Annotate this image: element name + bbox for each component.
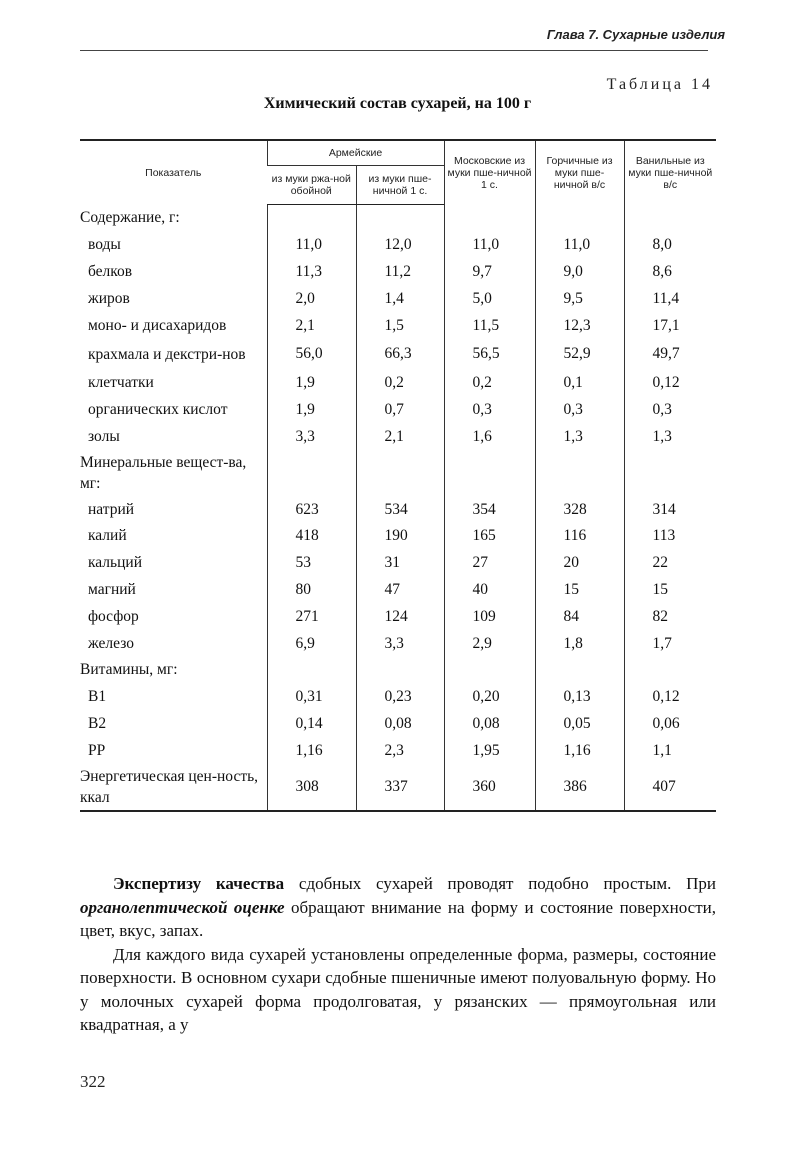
row-label: воды (88, 236, 121, 254)
table-row (80, 285, 716, 312)
cell-value: 1,16 (535, 737, 624, 764)
cell-value (356, 450, 444, 496)
cell-value (624, 657, 716, 684)
cell-value (624, 450, 716, 496)
cell-value: 12,3 (535, 312, 624, 339)
table-row (80, 339, 716, 370)
table-row (80, 259, 716, 286)
table-row (80, 423, 716, 450)
cell-value: 47 (356, 577, 444, 604)
table-row (80, 684, 716, 711)
table-row (80, 496, 716, 523)
row-label: железо (88, 634, 134, 652)
table-row (80, 205, 716, 232)
cell-value: 534 (356, 496, 444, 523)
cell-value: 11,0 (535, 232, 624, 259)
cell-value (267, 450, 356, 496)
cell-value: 2,3 (356, 737, 444, 764)
row-label: фосфор (88, 607, 139, 625)
paragraph-forms: Для каждого вида сухарей установлены определенные форма, размеры, состояние поверхности. В основном сухари сдобные пшеничные имеют полуовальную форму. Но у молочных сухарей форма продолговатая, у рязанских — прямоугольная или квадратная, а у (80, 944, 716, 1034)
table-row (80, 737, 716, 764)
cell-value: 1,3 (624, 423, 716, 450)
cell-value: 1,95 (444, 737, 535, 764)
cell-value: 407 (624, 764, 716, 811)
cell-value: 15 (624, 577, 716, 604)
cell-value: 314 (624, 496, 716, 523)
cell-value: 0,13 (535, 684, 624, 711)
cell-value: 124 (356, 603, 444, 630)
row-label: калий (88, 527, 127, 545)
cell-value (535, 450, 624, 496)
cell-value: 308 (267, 764, 356, 811)
cell-value: 2,1 (267, 312, 356, 339)
cell-value: 11,5 (444, 312, 535, 339)
chemical-composition-table (80, 139, 716, 812)
cell-value: 11,4 (624, 285, 716, 312)
table-row (80, 450, 716, 496)
cell-value: 3,3 (267, 423, 356, 450)
header-rule (80, 50, 708, 51)
row-label: белков (88, 262, 133, 280)
row-label: Содержание, г: (80, 209, 180, 227)
table-row (80, 711, 716, 738)
cell-value (356, 205, 444, 232)
cell-value: 271 (267, 603, 356, 630)
cell-value: 22 (624, 550, 716, 577)
cell-value: 1,8 (535, 630, 624, 657)
cell-value: 66,3 (356, 339, 444, 370)
table-row (80, 312, 716, 339)
row-label: золы (88, 427, 120, 445)
cell-value: 52,9 (535, 339, 624, 370)
cell-value: 2,9 (444, 630, 535, 657)
term-quality-expertise: Экспертизу качества (113, 874, 285, 893)
header-armenian: Армейские (267, 140, 444, 166)
cell-value (356, 657, 444, 684)
cell-value (267, 205, 356, 232)
cell-value (444, 657, 535, 684)
row-label: PP (88, 741, 106, 759)
cell-value: 190 (356, 523, 444, 550)
header-armenian-wheat: из муки пше-ничной 1 с. (356, 166, 444, 205)
table-row (80, 630, 716, 657)
cell-value: 9,5 (535, 285, 624, 312)
table-row (80, 523, 716, 550)
table-row (80, 764, 716, 811)
cell-value: 1,4 (356, 285, 444, 312)
term-organoleptic: органолептической оценке (80, 897, 285, 917)
row-label: Витамины, мг: (80, 661, 178, 679)
table-row (80, 370, 716, 397)
cell-value (444, 450, 535, 496)
cell-value: 20 (535, 550, 624, 577)
cell-value: 0,31 (267, 684, 356, 711)
cell-value: 12,0 (356, 232, 444, 259)
body-text (80, 872, 716, 1037)
cell-value: 84 (535, 603, 624, 630)
header-moscow: Московские из муки пше-ничной 1 с. (444, 140, 535, 205)
cell-value: 0,2 (444, 370, 535, 397)
cell-value: 9,7 (444, 259, 535, 286)
cell-value: 360 (444, 764, 535, 811)
cell-value (267, 657, 356, 684)
cell-value: 0,7 (356, 397, 444, 424)
table-row (80, 657, 716, 684)
cell-value: 11,0 (444, 232, 535, 259)
cell-value: 113 (624, 523, 716, 550)
cell-value (535, 657, 624, 684)
cell-value: 418 (267, 523, 356, 550)
cell-value: 2,0 (267, 285, 356, 312)
cell-value: 1,3 (535, 423, 624, 450)
running-head: Глава 7. Сухарные изделия (546, 27, 725, 42)
cell-value: 1,5 (356, 312, 444, 339)
cell-value: 0,14 (267, 711, 356, 738)
table-row (80, 550, 716, 577)
cell-value: 6,9 (267, 630, 356, 657)
row-label: натрий (88, 500, 135, 518)
cell-value: 0,3 (535, 397, 624, 424)
cell-value: 337 (356, 764, 444, 811)
cell-value: 165 (444, 523, 535, 550)
table-row (80, 232, 716, 259)
cell-value: 17,1 (624, 312, 716, 339)
cell-value: 31 (356, 550, 444, 577)
cell-value: 53 (267, 550, 356, 577)
cell-value: 49,7 (624, 339, 716, 370)
cell-value: 354 (444, 496, 535, 523)
cell-value: 40 (444, 577, 535, 604)
cell-value: 386 (535, 764, 624, 811)
row-label: органических кислот (88, 400, 228, 418)
cell-value: 328 (535, 496, 624, 523)
row-label: крахмала и декстри-нов (88, 345, 246, 363)
cell-value: 0,20 (444, 684, 535, 711)
cell-value (444, 205, 535, 232)
cell-value: 80 (267, 577, 356, 604)
cell-value (535, 205, 624, 232)
table-body (80, 205, 716, 812)
cell-value: 0,12 (624, 684, 716, 711)
table-row (80, 603, 716, 630)
cell-value: 0,1 (535, 370, 624, 397)
cell-value: 56,0 (267, 339, 356, 370)
table-title: Химический состав сухарей, на 100 г (263, 95, 532, 112)
cell-value: 56,5 (444, 339, 535, 370)
cell-value: 0,3 (444, 397, 535, 424)
cell-value (624, 205, 716, 232)
header-indicator: Показатель (80, 140, 267, 205)
cell-value: 3,3 (356, 630, 444, 657)
table-row (80, 397, 716, 424)
cell-value: 27 (444, 550, 535, 577)
row-label: B1 (88, 688, 107, 706)
cell-value: 1,9 (267, 370, 356, 397)
cell-value: 5,0 (444, 285, 535, 312)
cell-value: 623 (267, 496, 356, 523)
cell-value: 2,1 (356, 423, 444, 450)
cell-value: 1,7 (624, 630, 716, 657)
cell-value: 0,3 (624, 397, 716, 424)
cell-value: 15 (535, 577, 624, 604)
cell-value: 116 (535, 523, 624, 550)
paragraph-1-text-b: обращают внимание на форму и состояние поверхности, цвет, вкус, запах. (80, 897, 716, 940)
cell-value: 1,6 (444, 423, 535, 450)
cell-value: 8,6 (624, 259, 716, 286)
cell-value: 109 (444, 603, 535, 630)
table-label: Таблица 14 (606, 76, 713, 93)
cell-value: 1,9 (267, 397, 356, 424)
row-label: Энергетическая цен-ность, ккал (80, 764, 267, 811)
cell-value: 0,08 (444, 711, 535, 738)
row-label: Минеральные вещест-ва, мг: (80, 454, 247, 493)
cell-value: 0,06 (624, 711, 716, 738)
page-number: 322 (80, 1072, 106, 1091)
cell-value: 8,0 (624, 232, 716, 259)
header-armenian-rye: из муки ржа-ной обойной (267, 166, 356, 205)
row-label: моно- и дисахаридов (88, 316, 227, 334)
cell-value: 0,08 (356, 711, 444, 738)
cell-value: 0,2 (356, 370, 444, 397)
cell-value: 82 (624, 603, 716, 630)
cell-value: 1,16 (267, 737, 356, 764)
cell-value: 9,0 (535, 259, 624, 286)
cell-value: 11,2 (356, 259, 444, 286)
cell-value: 0,05 (535, 711, 624, 738)
paragraph-quality-expertise (80, 872, 716, 943)
header-mustard: Горчичные из муки пше-ничной в/с (535, 140, 624, 205)
cell-value: 11,3 (267, 259, 356, 286)
cell-value: 0,23 (356, 684, 444, 711)
row-label: кальций (88, 554, 143, 572)
cell-value: 11,0 (267, 232, 356, 259)
paragraph-1-text-a: сдобных сухарей проводят подобно простым. При (284, 874, 716, 893)
row-label: клетчатки (88, 374, 154, 392)
row-label: B2 (88, 714, 107, 732)
header-vanilla: Ванильные из муки пше-ничной в/с (624, 140, 716, 205)
cell-value: 0,12 (624, 370, 716, 397)
row-label: жиров (88, 289, 130, 307)
row-label: магний (88, 580, 136, 598)
cell-value: 1,1 (624, 737, 716, 764)
table-row (80, 577, 716, 604)
